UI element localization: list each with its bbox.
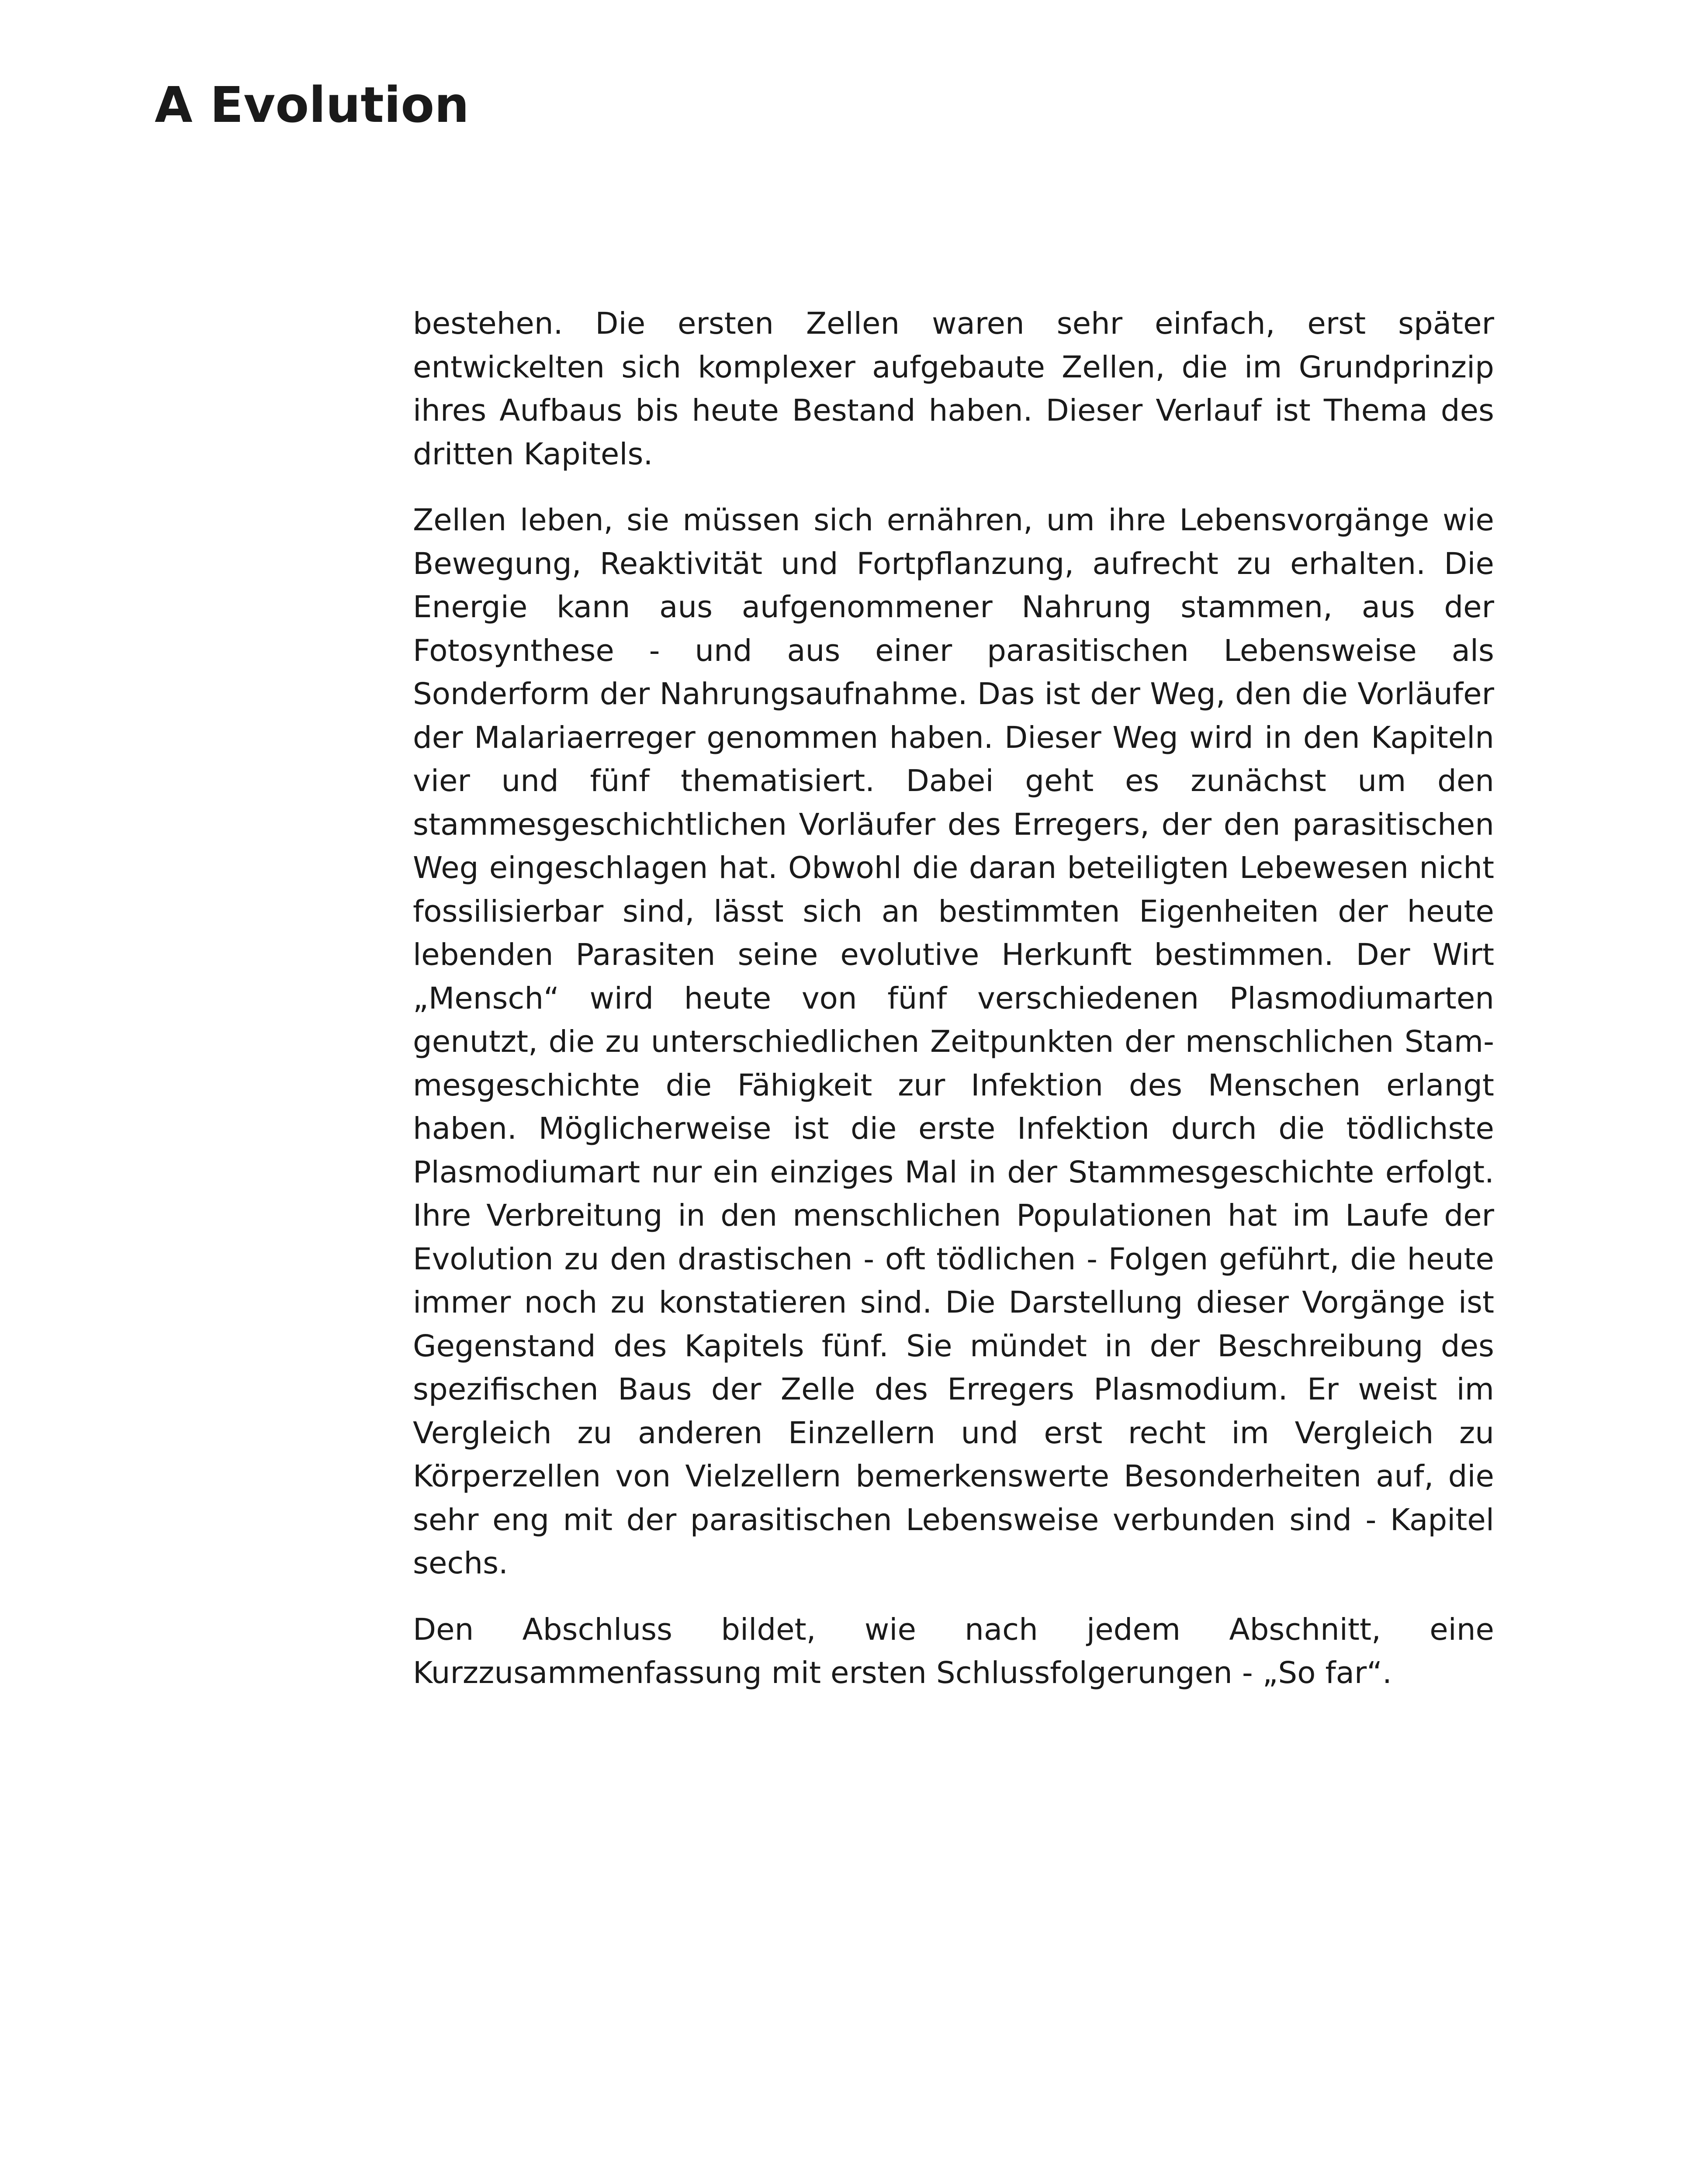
running-head (155, 77, 469, 134)
body-text (413, 302, 1494, 1718)
section-letter: A (155, 77, 193, 134)
section-title: Evolution (210, 77, 469, 134)
paragraph-3: Den Abschluss bildet, wie nach jedem Abschnitt, eine Kurzzusammenfassung mit ersten Schlussfolgerungen - „So far“. (413, 1612, 1494, 1690)
paragraph-2: Zellen leben, sie müssen sich ernähren, um ihre Lebensvorgänge wie Bewegung, Reaktivität und Fortpflanzung, aufrecht zu erhalten. Die Energie kann aus aufgenommener Nahrung stammen, aus der Fotosynthese - und aus einer parasitischen Lebensweise als Sonderform der Nahrungsaufnahme. Das ist der Weg, den die Vorläufer der Malariaerreger genommen haben. Dieser Weg wird in den Kapiteln vier und fünf thematisiert. Dabei geht es zunächst um den stammesgeschichtlichen Vorläufer des Erregers, der den parasitischen Weg eingeschlagen hat. Obwohl die daran beteiligten Lebewesen nicht fossilisierbar sind, lässt sich an bestimmten Eigenheiten der heute lebenden Parasiten seine evolutive Herkunft bestimmen. Der Wirt „Mensch“ wird heute von fünf verschiedenen Plasmodiumarten genutzt, die zu unterschiedlichen Zeitpunkten der menschlichen Stammesgeschichte die Fähigkeit zur Infektion des Menschen erlangt haben. Möglicherweise ist die erste Infektion durch die tödlichste Plasmodiumart nur ein einziges Mal in der Stammesgeschichte erfolgt. Ihre Verbreitung in den menschlichen Populationen hat im Laufe der Evolution zu den drastischen - oft tödlichen - Folgen geführt, die heute immer noch zu konstatieren sind. Die Darstellung dieser Vorgänge ist Gegenstand des Kapitels fünf. Sie mündet in der Beschreibung des spezifischen Baus der Zelle des Erregers Plasmodium. Er weist im Vergleich zu anderen Einzellern und erst recht im Vergleich zu Körperzellen von Vielzellern bemerkenswerte Besonderheiten auf, die sehr eng mit der parasitischen Lebensweise verbunden sind - Kapitel sechs. (413, 503, 1494, 1581)
paragraph-1: bestehen. Die ersten Zellen waren sehr einfach, erst später entwickelten sich komplexer aufgebaute Zellen, die im Grundprinzip ihres Aufbaus bis heute Bestand haben. Dieser Verlauf ist Thema des dritten Kapitels. (413, 306, 1494, 472)
